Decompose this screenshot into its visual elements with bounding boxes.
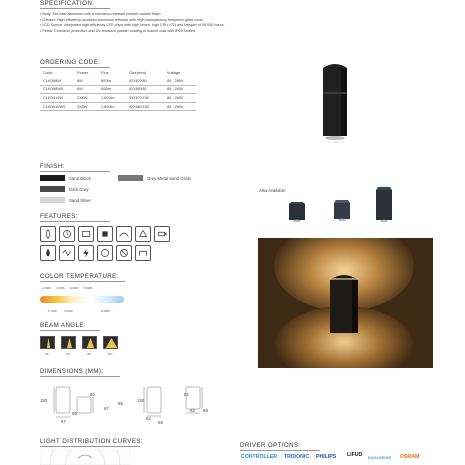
beam-angle-heading: BEAM ANGLE: (40, 322, 87, 329)
table-cell: CLK0N8W (40, 77, 74, 86)
product-variant-small-black (286, 200, 308, 226)
table-cell: 800lm (98, 85, 126, 94)
spec-underline (40, 8, 110, 9)
driver-heading: DRIVER OPTIONS: (240, 442, 301, 449)
30k-hours-icon (59, 226, 75, 242)
dimension-value: 150 (137, 398, 145, 403)
led-chip-icon (97, 226, 113, 242)
spec-bullet: • Body: Die-cast aluminum with a corrosion-resistant powder-coated finish. (40, 12, 162, 16)
spec-bullet: • LED Source: Integrated high-efficiency LED chips with high lumen, high CRI (>70) and lifespan of 50,000 hours. (40, 23, 225, 28)
beam-angle-label: 36° (87, 352, 92, 356)
energy-saving-icon (97, 245, 113, 261)
finish-heading: FINISH: (40, 163, 65, 170)
finish-label: Dark Grey (69, 186, 89, 192)
spec-bullet: • Finish: Corrosion protection and UV-resistant powder coating or marine coat with IP66 Sealed. (40, 28, 197, 33)
dimension-value: 67 (104, 406, 109, 411)
table-cell: 85 - 265V (164, 85, 196, 94)
spec-heading: SPECIFICATION: (40, 0, 95, 7)
waterproof-icon (40, 245, 56, 261)
ip66-icon (40, 226, 56, 242)
ordering-table (40, 68, 196, 111)
table-row (40, 85, 196, 94)
table-cell: 2X8W (74, 94, 98, 103)
table-cell: 1,600lm (98, 102, 126, 111)
dimension-value: 81 (184, 392, 189, 397)
dimension-value: 92 (146, 416, 151, 421)
power-factor-icon (135, 245, 151, 261)
beam-angle-15-icon (40, 336, 55, 349)
beam-angle-label: 15° (45, 352, 50, 356)
features-heading: FEATURES: (40, 213, 78, 220)
table-row (40, 102, 196, 111)
finish-swatch-sand-black (40, 175, 65, 181)
cct-label: 4,000K (70, 286, 79, 290)
ordering-heading: ORDERING CODE: (40, 59, 101, 66)
table-row (40, 94, 196, 103)
finish-swatch-grey-metal-sand-grain (118, 175, 143, 181)
distribution-curve-diagram (40, 450, 130, 465)
driver-brand-logo: OSRAM (400, 454, 420, 460)
dimension-value: 68 (203, 408, 208, 413)
driver-brand-logo: EAGLERISE (368, 455, 392, 460)
driver-brand-logo: LIFUD (347, 452, 363, 458)
finish-underline (40, 171, 110, 172)
column-header: Voltage (167, 69, 181, 75)
cct-label: 6,500K (101, 309, 110, 313)
beam-angle-label: 60° (108, 352, 113, 356)
color-temperature-underline (40, 281, 125, 282)
finish-swatch-dark-grey (40, 186, 65, 192)
high-efficiency-icon (135, 226, 151, 242)
product-variant-small-grey (330, 198, 354, 226)
beam-angle-36-icon (82, 336, 97, 349)
table-cell: CLK0N16WS (40, 102, 74, 111)
also-available-label: Also Available: (259, 188, 287, 193)
cct-label: 3,500K (64, 309, 73, 313)
beam-angle-label: 24° (66, 352, 71, 356)
table-cell: 800lm (98, 77, 126, 86)
no-uv-icon (116, 245, 132, 261)
table-cell: 85 - 265V (164, 94, 196, 103)
table-row (40, 77, 196, 86)
column-header: Size(mm) (129, 69, 147, 75)
cct-label: 5,000K (84, 286, 93, 290)
distribution-heading: LIGHT DISTRIBUTION CURVES: (40, 438, 143, 445)
table-header-row (40, 68, 196, 77)
surge-protection-icon (78, 245, 94, 261)
table-cell: 8W (74, 77, 98, 86)
product-variant-tall-black (372, 186, 396, 226)
table-cell: 1,600lm (98, 94, 126, 103)
beam-angle-60-icon (103, 336, 118, 349)
finish-label: Sand Silver (69, 197, 91, 203)
column-header: Code (43, 69, 53, 75)
dimension-value: 150 (40, 398, 48, 403)
table-cell: 85 - 265V (164, 102, 196, 111)
beam-angle-24-icon (61, 336, 76, 349)
beam-angle-underline (40, 330, 100, 331)
finish-label: Grey Metal Sand Grain (147, 175, 191, 181)
table-cell: 92X68X150 (126, 102, 164, 111)
features-underline (40, 221, 110, 222)
driver-brand-logo: TRIDONIC (284, 454, 310, 460)
cct-label: 3,000K (56, 286, 65, 290)
distribution-underline (40, 446, 140, 447)
table-cell: CLK0N8WS (40, 85, 74, 94)
dimension-value: 92 (190, 408, 195, 413)
dimension-drawings (40, 385, 220, 425)
aluminium-icon (78, 226, 94, 242)
color-temperature-heading: COLOR TEMPERATURE: (40, 273, 119, 280)
driver-brand-logo: PHILIPS (316, 454, 337, 460)
spec-bullets (40, 12, 225, 34)
dimension-value: 67 (61, 419, 66, 424)
cct-gradient-bar (40, 296, 124, 303)
table-cell: 95X67X150 (126, 94, 164, 103)
table-cell: 2X8W (74, 102, 98, 111)
finish-swatch-sand-silver (40, 197, 65, 203)
wide-beam-icon (116, 226, 132, 242)
driver-brand-logo: CONTROLLER (241, 454, 278, 460)
dimension-value: 95 (72, 411, 77, 416)
cct-label: 2,200K (42, 286, 51, 290)
table-cell: 92X68X81 (126, 85, 164, 94)
dimensions-heading: DIMENSIONS (MM): (40, 368, 104, 375)
driver-underline (240, 450, 320, 451)
column-header: Power (77, 69, 89, 75)
dimmable-icon (154, 226, 170, 242)
dimension-value: 80 (90, 392, 95, 397)
column-header: Flux (101, 69, 109, 75)
product-installation-photo (258, 238, 433, 368)
table-cell: CLK0N16W (40, 94, 74, 103)
spec-bullet: • Diffuser: High efficiency anodized aluminum reflector with High-transparency tempered glass cover. (40, 17, 205, 22)
table-cell: 8W (74, 85, 98, 94)
dimensions-underline (40, 376, 120, 377)
flicker-free-icon (59, 245, 75, 261)
table-cell: 85 - 265V (164, 77, 196, 86)
product-photo-double (305, 58, 365, 148)
dimension-value: 68 (158, 420, 163, 425)
cct-label: 2,700K (48, 309, 57, 313)
finish-label: Sand Black (69, 175, 91, 181)
table-cell: 92X67X80 (126, 77, 164, 86)
dimension-value: 95 (118, 401, 123, 406)
